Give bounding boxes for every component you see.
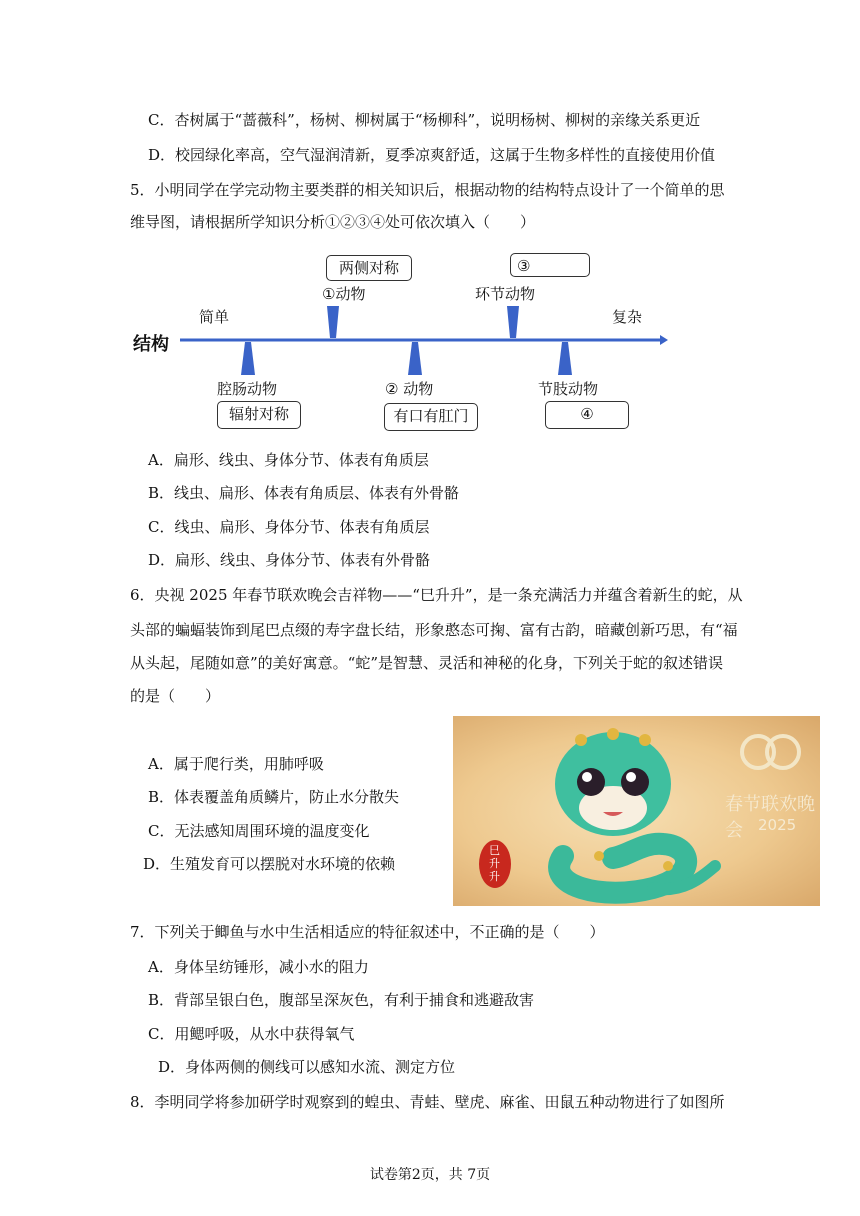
q4-option-d: D．校园绿化率高，空气湿润清新，夏季凉爽舒适，这属于生物多样性的直接使用价值 — [148, 146, 716, 164]
simple-label: 简单 — [199, 308, 230, 326]
q6-stem-line4: 的是（ ） — [130, 687, 221, 705]
seal-text: 巳升升 — [489, 844, 500, 883]
q5-option-d: D．扁形、线虫、身体分节、体表有外骨骼 — [148, 551, 431, 569]
q5-stem-line1: 5．小明同学在学完动物主要类群的相关知识后，根据动物的结构特点设计了一个简单的思 — [130, 181, 725, 199]
q7-option-a: A．身体呈纺锤形，减小水的阻力 — [148, 958, 369, 976]
complex-label: 复杂 — [612, 308, 643, 326]
q6-option-d: D．生殖发育可以摆脱对水环境的依赖 — [143, 855, 396, 873]
bot2-box: 有口有肛门 — [384, 403, 478, 431]
bot1-box: 辐射对称 — [217, 401, 301, 429]
top2-box: ③ — [510, 253, 590, 277]
q6-option-c: C．无法感知周围环境的温度变化 — [148, 822, 370, 840]
top1-box: 两侧对称 — [326, 255, 412, 281]
axis-label: 结构 — [133, 334, 169, 355]
q6-stem-line3: 从头起，尾随如意”的美好寓意。“蛇”是智慧、灵活和神秘的化身，下列关于蛇的叙述错误 — [130, 654, 724, 672]
q5-stem-line2: 维导图，请根据所学知识分析①②③④处可依次填入（ ） — [130, 213, 536, 231]
q5-option-c: C．线虫、扁形、身体分节、体表有角质层 — [148, 518, 430, 536]
q7-stem: 7．下列关于鲫鱼与水中生活相适应的特征叙述中，不正确的是（ ） — [130, 923, 605, 941]
bot2-label: ② 动物 — [385, 380, 434, 398]
q8-stem-line1: 8．李明同学将参加研学时观察到的蝗虫、青蛙、壁虎、麻雀、田鼠五种动物进行了如图所 — [130, 1093, 725, 1111]
top1-label: ①动物 — [322, 285, 366, 303]
q5-option-b: B．线虫、扁形、体表有角质层、体表有外骨骼 — [148, 484, 460, 502]
mind-map-diagram — [125, 250, 685, 440]
q4-option-c: C．杏树属于“蔷薇科”，杨树、柳树属于“杨柳科”，说明杨树、柳树的亲缘关系更近 — [148, 111, 701, 129]
q7-option-b: B．背部呈银白色，腹部呈深灰色，有利于捕食和逃避敌害 — [148, 991, 535, 1009]
q7-option-d: D．身体两侧的侧线可以感知水流、测定方位 — [158, 1058, 456, 1076]
q5-option-a: A．扁形、线虫、身体分节、体表有角质层 — [148, 451, 429, 469]
gala-text: 春节联欢晚会 — [725, 794, 815, 841]
q6-option-a: A．属于爬行类，用肺呼吸 — [148, 755, 324, 773]
year-text: 2025 — [758, 816, 797, 834]
q6-option-b: B．体表覆盖角质鳞片，防止水分散失 — [148, 788, 400, 806]
top2-label: 环节动物 — [475, 285, 536, 303]
q6-stem-line1: 6．央视 2025 年春节联欢晚会吉祥物——“巳升升”，是一条充满活力并蕴含着新生的蛇，从 — [130, 586, 743, 604]
bot3-box: ④ — [545, 401, 629, 429]
page-footer: 试卷第2页，共 7页 — [369, 1167, 491, 1183]
q6-stem-line2: 头部的蝙蝠装饰到尾巴点缀的寿字盘长结，形象憨态可掬、富有古韵，暗藏创新巧思，有“福 — [130, 621, 738, 639]
bot3-label: 节肢动物 — [538, 380, 599, 398]
mascot-snake-image — [453, 716, 820, 906]
bot1-label: 腔肠动物 — [217, 380, 278, 398]
q7-option-c: C．用鳃呼吸，从水中获得氧气 — [148, 1025, 355, 1043]
